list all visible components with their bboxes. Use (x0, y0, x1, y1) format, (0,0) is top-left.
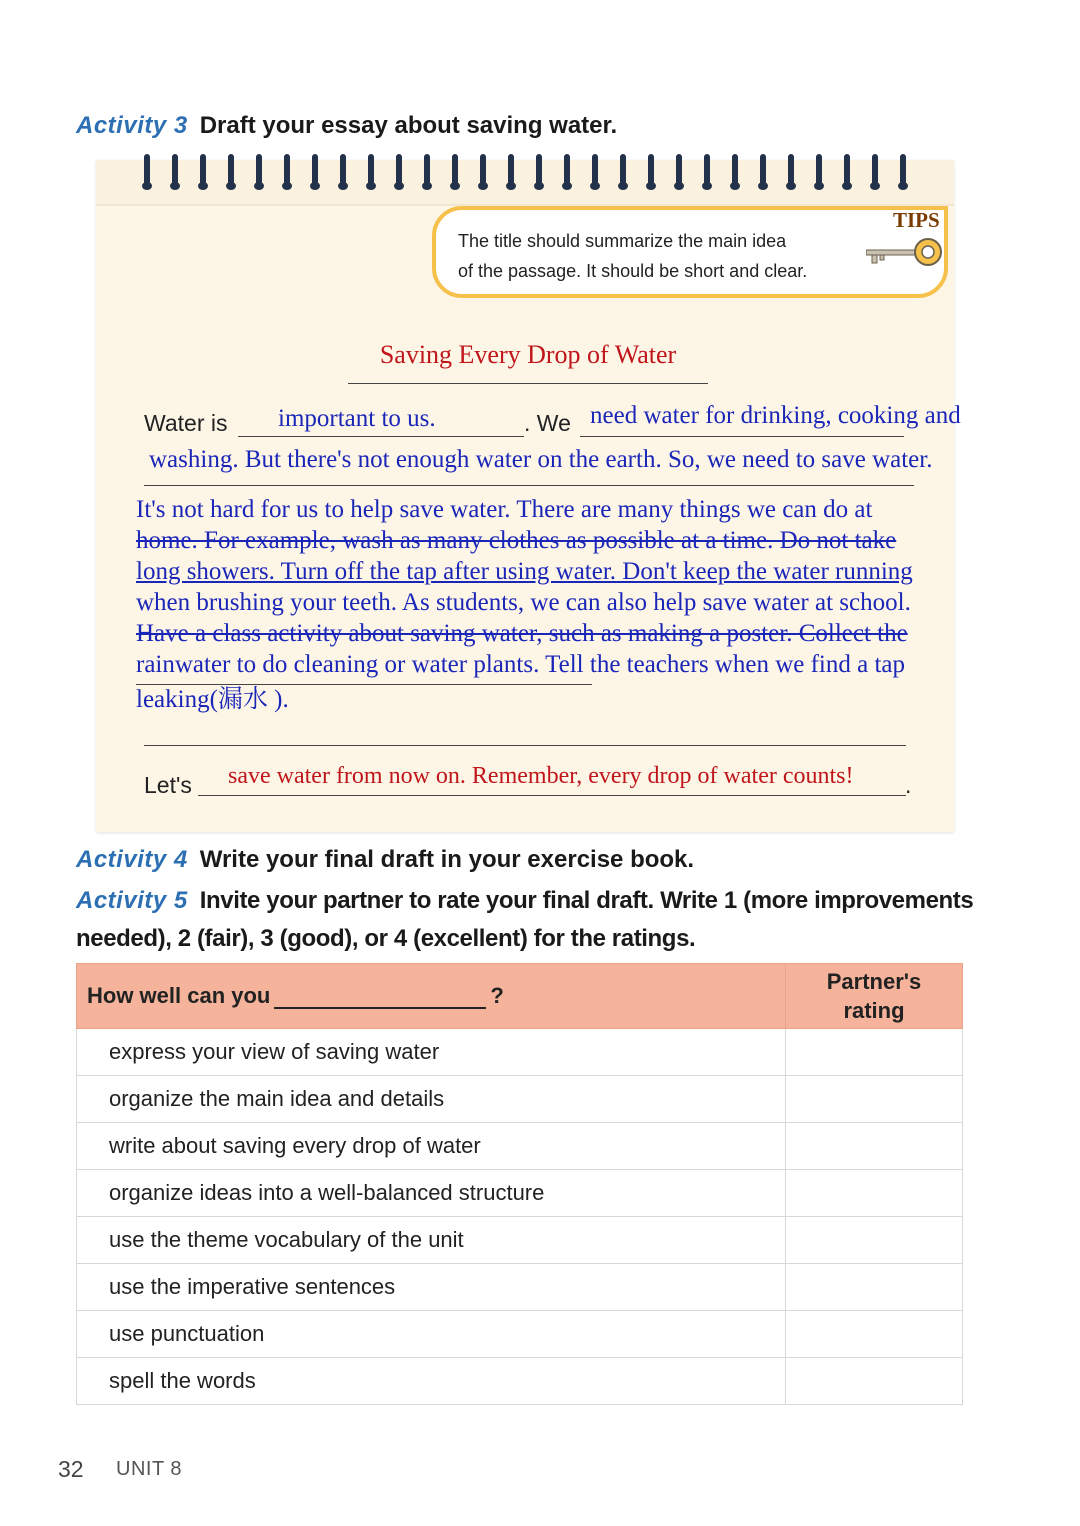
rating-cell[interactable] (786, 1029, 963, 1076)
activity-5-instruction-2: needed), 2 (fair), 3 (good), or 4 (excellent) for the ratings. (76, 925, 696, 952)
rating-cell[interactable] (786, 1123, 963, 1170)
spiral-ring (340, 154, 346, 188)
rating-table (76, 963, 963, 1405)
blank-2-underline (580, 436, 904, 437)
spiral-ring (900, 154, 906, 188)
title-underline (348, 383, 708, 384)
spiral-ring (424, 154, 430, 188)
activity-3-instruction: Draft your essay about saving water. (199, 112, 618, 139)
spiral-ring (648, 154, 654, 188)
spiral-ring (564, 154, 570, 188)
prompt-water-is: Water is (144, 410, 228, 436)
spiral-ring (368, 154, 374, 188)
table-row (77, 1076, 963, 1123)
body-line-4: when brushing your teeth. As students, we can also help save water at school. (136, 589, 911, 616)
fill-need-water: need water for drinking, cooking and (590, 402, 961, 429)
table-row (77, 1358, 963, 1405)
activity-5-label: Activity 5 (76, 887, 188, 914)
spiral-ring (704, 154, 710, 188)
spiral-ring (536, 154, 542, 188)
body-line-7: leaking(漏水 ). (136, 686, 289, 713)
blank-3-underline (198, 795, 906, 796)
table-row (77, 1217, 963, 1264)
row-item: use punctuation (77, 1311, 786, 1358)
spiral-ring (256, 154, 262, 188)
table-row (77, 1311, 963, 1358)
rating-cell[interactable] (786, 1264, 963, 1311)
activity-4-instruction: Write your final draft in your exercise book. (199, 846, 695, 873)
line-2-underline (144, 485, 914, 486)
spiral-ring (284, 154, 290, 188)
tips-label: TIPS (893, 208, 940, 232)
spiral-ring (480, 154, 486, 188)
header-rating-line-2: rating (843, 998, 905, 1023)
row-item: organize ideas into a well-balanced structure (77, 1170, 786, 1217)
row-item: write about saving every drop of water (77, 1123, 786, 1170)
rating-cell[interactable] (786, 1311, 963, 1358)
spiral-ring (312, 154, 318, 188)
header-qmark: ? (490, 983, 504, 1008)
body-line-2: home. For example, wash as many clothes as possible at a time. Do not take (136, 527, 897, 554)
spiral-ring (172, 154, 178, 188)
spiral-ring (228, 154, 234, 188)
spiral-binding (140, 154, 920, 188)
body-line-3: long showers. Turn off the tap after using water. Don't keep the water running (136, 558, 913, 585)
body-line-6: rainwater to do cleaning or water plants. Tell the teachers when we find a tap (136, 651, 906, 678)
key-icon (866, 236, 944, 272)
header-question (77, 964, 786, 1029)
rating-cell[interactable] (786, 1170, 963, 1217)
activity-3-heading (76, 112, 617, 140)
spiral-ring (676, 154, 682, 188)
row-item: express your view of saving water (77, 1029, 786, 1076)
spiral-ring (732, 154, 738, 188)
table-row (77, 1264, 963, 1311)
prompt-we: . We (524, 410, 571, 436)
spiral-ring (760, 154, 766, 188)
spiral-ring (508, 154, 514, 188)
body-partial-underline (136, 684, 592, 685)
header-blank (274, 989, 486, 1009)
spiral-ring (200, 154, 206, 188)
row-item: spell the words (77, 1358, 786, 1405)
spiral-ring (452, 154, 458, 188)
rating-cell[interactable] (786, 1076, 963, 1123)
body-line-1: It's not hard for us to help save water. There are many things we can do at (136, 496, 873, 523)
header-question-text: How well can you (87, 983, 271, 1008)
body-line-5: Have a class activity about saving water, such as making a poster. Collect the (136, 620, 908, 647)
header-rating (786, 964, 963, 1029)
essay-line-2: washing. But there's not enough water on the earth. So, we need to save water. (149, 446, 933, 473)
essay-title: Saving Every Drop of Water (379, 340, 677, 369)
blank-1-underline (238, 436, 524, 437)
header-rating-line-1: Partner's (826, 969, 922, 994)
spiral-ring (592, 154, 598, 188)
spiral-ring (872, 154, 878, 188)
activity-4-heading (76, 846, 694, 874)
blank-line-underline (144, 745, 906, 746)
tips-line-1: The title should summarize the main idea (458, 231, 787, 251)
tips-text (458, 226, 878, 286)
rating-cell[interactable] (786, 1358, 963, 1405)
prompt-lets: Let's (144, 772, 192, 798)
essay-body (136, 494, 996, 715)
activity-3-label: Activity 3 (76, 112, 188, 139)
spiral-ring (844, 154, 850, 188)
spiral-ring (144, 154, 150, 188)
row-item: use the imperative sentences (77, 1264, 786, 1311)
unit-label: UNIT 8 (116, 1458, 182, 1480)
rating-cell[interactable] (786, 1217, 963, 1264)
fill-save-water: save water from now on. Remember, every drop of water counts! (228, 763, 854, 789)
spiral-ring (620, 154, 626, 188)
spiral-ring (816, 154, 822, 188)
lets-period: . (905, 772, 912, 798)
row-item: use the theme vocabulary of the unit (77, 1217, 786, 1264)
fill-important: important to us. (278, 405, 436, 432)
tips-line-2: of the passage. It should be short and clear. (458, 261, 808, 281)
row-item: organize the main idea and details (77, 1076, 786, 1123)
activity-5-heading (76, 887, 973, 915)
activity-5-instruction-1: Invite your partner to rate your final draft. Write 1 (more improvements (199, 887, 974, 914)
activity-4-label: Activity 4 (76, 846, 188, 873)
table-row (77, 1123, 963, 1170)
page-number: 32 (58, 1456, 84, 1482)
spiral-ring (788, 154, 794, 188)
rating-table-header (77, 964, 963, 1029)
table-row (77, 1170, 963, 1217)
table-row (77, 1029, 963, 1076)
spiral-ring (396, 154, 402, 188)
